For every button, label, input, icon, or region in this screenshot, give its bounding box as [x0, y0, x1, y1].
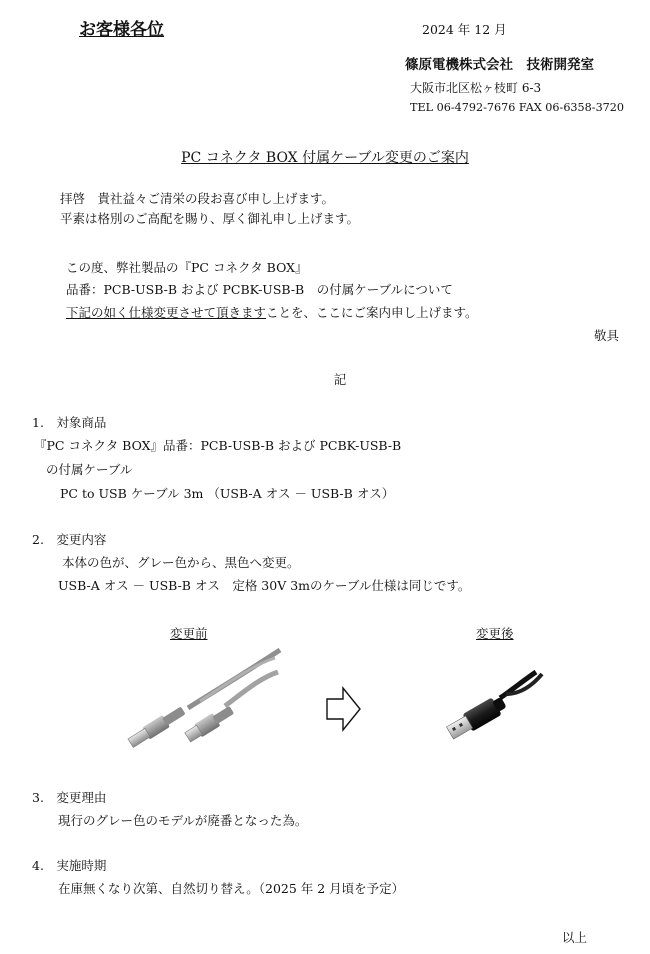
document-title-text: PC コネクタ BOX 付属ケーブル変更のご案内 — [181, 150, 469, 166]
gray-usb-cable-image — [130, 646, 280, 746]
company-address: 大阪市北区松ヶ枝町 6-3 — [410, 81, 542, 95]
company-tel-fax: TEL 06-4792-7676 FAX 06-6358-3720 — [410, 101, 625, 114]
before-label: 変更前 — [170, 626, 208, 641]
right-arrow-icon — [326, 687, 362, 731]
section-2-line-2: USB-A オス － USB-B オス 定格 30V 3mのケーブル仕様は同じです。 — [58, 578, 471, 593]
document-date: 2024 年 12 月 — [422, 22, 507, 37]
intro-underlined-text: 下記の如く仕様変更させて頂きます — [66, 305, 267, 320]
section-3-line-1: 現行のグレー色のモデルが廃番となった為。 — [58, 813, 308, 828]
after-label: 変更後 — [476, 626, 514, 641]
section-3-heading: 3. 変更理由 — [32, 790, 107, 805]
section-1-line-3: PC to USB ケーブル 3m （USB-A オス － USB-B オス） — [60, 486, 395, 501]
intro-line-2: 品番：PCB-USB-B および PCBK-USB-B の付属ケーブルについて — [66, 282, 453, 297]
black-usb-cable-image — [440, 664, 550, 744]
intro-rest-text: ことを、ここにご案内申し上げます。 — [266, 305, 478, 320]
intro-line-1: この度、弊社製品の『PC コネクタ BOX』 — [66, 260, 308, 275]
section-4-line-1: 在庫無くなり次第、自然切り替え。（2025 年 2 月頃を予定） — [58, 881, 405, 896]
greeting-line-2: 平素は格別のご高配を賜り、厚く御礼申し上げます。 — [60, 211, 360, 226]
usb-a-plug-gray — [127, 704, 187, 749]
closing-keigu: 敬具 — [594, 328, 620, 343]
section-1-heading: 1. 対象商品 — [32, 415, 107, 430]
document-title — [0, 147, 650, 167]
usb-a-plug-black — [445, 693, 509, 741]
section-1-line-2: の付属ケーブル — [46, 462, 133, 477]
ki-marker: 記 — [333, 372, 347, 387]
section-4-heading: 4. 実施時期 — [32, 858, 107, 873]
company-name: 篠原電機株式会社 技術開発室 — [405, 57, 594, 73]
usb-b-plug-gray — [184, 703, 236, 743]
closing-ijo: 以上 — [562, 930, 588, 945]
intro-line-3 — [66, 303, 478, 321]
section-2-line-1: 本体の色が、グレー色から、黒色へ変更。 — [62, 555, 300, 570]
section-2-heading: 2. 変更内容 — [32, 532, 107, 547]
greeting-line-1: 拝啓 貴社益々ご清栄の段お喜び申し上げます。 — [60, 191, 335, 206]
section-1-line-1: 『PC コネクタ BOX』品番：PCB-USB-B および PCBK-USB-B — [34, 438, 402, 453]
recipient-heading: お客様各位 — [79, 20, 164, 40]
